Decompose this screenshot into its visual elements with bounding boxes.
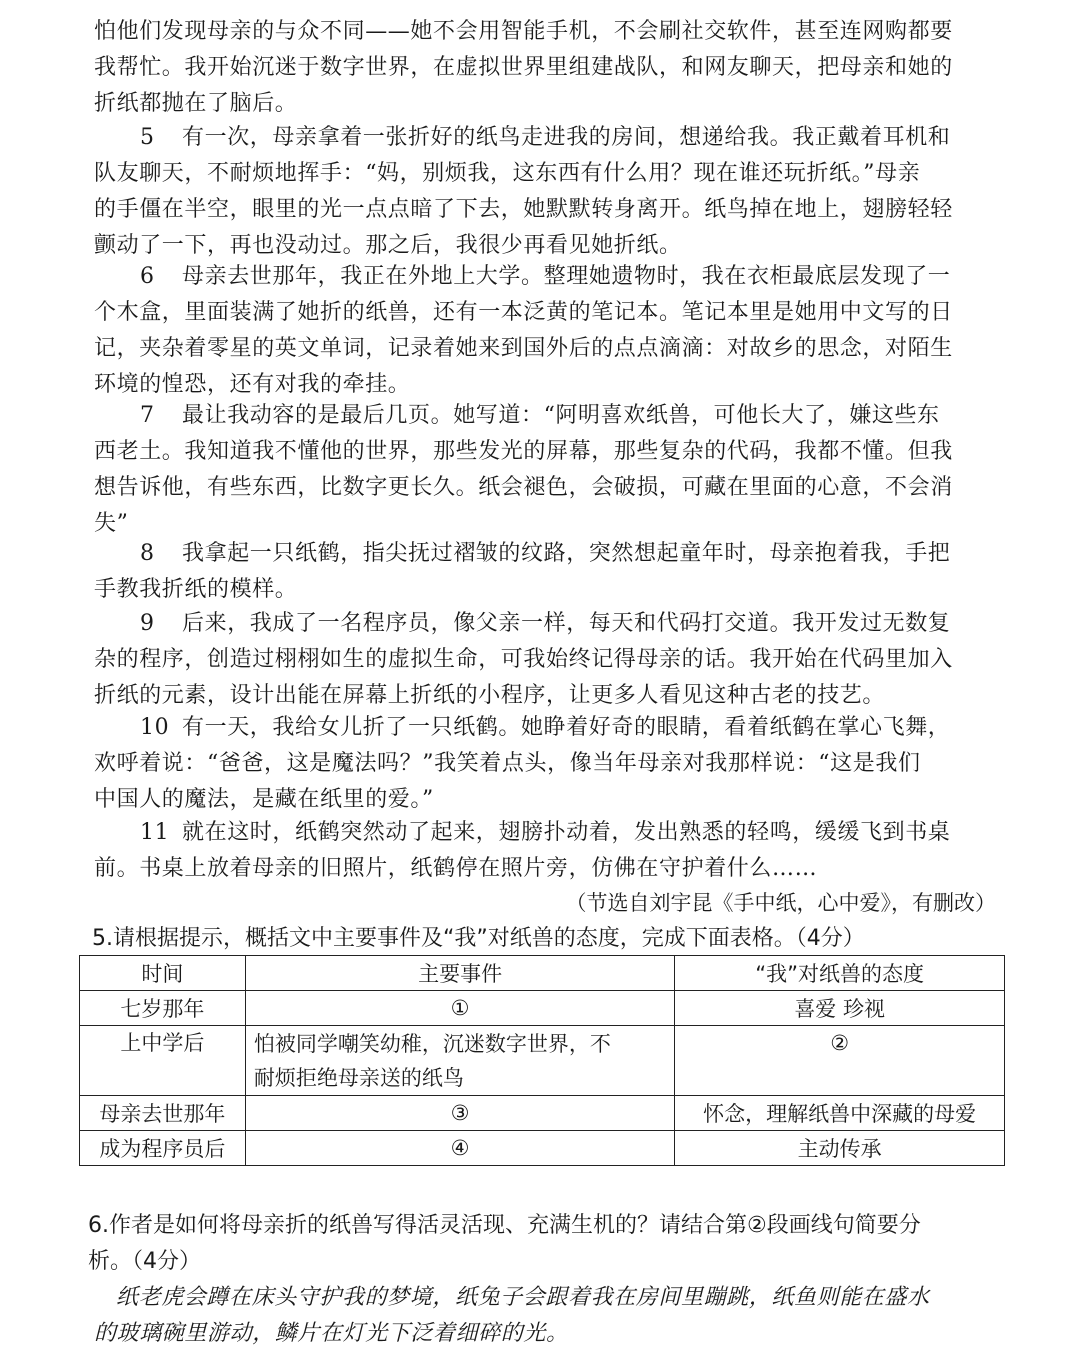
paragraph-11 bbox=[94, 815, 994, 887]
text-line bbox=[94, 606, 994, 642]
text-line bbox=[94, 536, 994, 572]
paragraph-number: 7 bbox=[140, 403, 155, 428]
text-line: 的手僵在半空，眼里的光一点点暗了下去，她默默转身离开。纸鸟掉在地上，翅膀轻轻 bbox=[94, 197, 953, 222]
text-line: 想告诉他，有些东西，比数字更长久。纸会褪色，会破损，可藏在里面的心意，不会消 bbox=[94, 475, 953, 500]
text-line bbox=[94, 815, 994, 851]
question-6-prompt bbox=[88, 1208, 1008, 1280]
text-line: 杂的程序，创造过栩栩如生的虚拟生命，可我始终记得母亲的话。我开始在代码里加入 bbox=[94, 647, 953, 672]
text-line: 6.作者是如何将母亲折的纸兽写得活灵活现、充满生机的？请结合第②段画线句简要分 bbox=[88, 1213, 921, 1238]
cell-event-line: 怕被同学嘲笑幼稚，沉迷数字世界，不 bbox=[253, 1031, 611, 1056]
text-line: 怕他们发现母亲的与众不同——她不会用智能手机，不会刷社交软件，甚至连网购都要 bbox=[94, 19, 953, 44]
text-line bbox=[94, 398, 994, 434]
cell-time: 母亲去世那年 bbox=[80, 1096, 246, 1131]
text-line: 前。书桌上放着母亲的旧照片，纸鹤停在照片旁，仿佛在守护着什么…… bbox=[94, 856, 818, 881]
text-line: 析。（4分） bbox=[88, 1249, 201, 1274]
cell-attitude: 主动传承 bbox=[675, 1131, 1005, 1166]
text-line: 手教我折纸的模样。 bbox=[94, 577, 298, 602]
paragraph-8 bbox=[94, 536, 994, 608]
cell-event-blank[interactable]: ③ bbox=[245, 1096, 675, 1131]
text-line: 的玻璃碗里游动，鳞片在灯光下泛着细碎的光。 bbox=[94, 1321, 569, 1346]
text-line bbox=[94, 259, 994, 295]
paragraph-number: 9 bbox=[140, 611, 155, 636]
paragraph-10 bbox=[94, 710, 994, 818]
cell-event-blank[interactable]: ① bbox=[245, 991, 675, 1026]
question-5-prompt: 5.请根据提示，概括文中主要事件及“我”对纸兽的态度，完成下面表格。（4分） bbox=[92, 926, 865, 951]
cell-attitude: 喜爱 珍视 bbox=[675, 991, 1005, 1026]
text-line-body: 后来，我成了一名程序员，像父亲一样，每天和代码打交道。我开发过无数复 bbox=[182, 611, 951, 636]
text-line: 欢呼着说：“爸爸，这是魔法吗？”我笑着点头，像当年母亲对我那样说：“这是我们 bbox=[94, 751, 921, 776]
cell-event-line: 耐烦拒绝母亲送的纸鸟 bbox=[253, 1065, 464, 1090]
source-citation: （节选自刘宇昆《手中纸，心中爱》，有删改） bbox=[565, 891, 996, 915]
text-line: 队友聊天，不耐烦地挥手：“妈，别烦我，这东西有什么用？现在谁还玩折纸。”母亲 bbox=[94, 161, 921, 186]
events-table bbox=[79, 955, 1005, 1166]
cell-time: 上中学后 bbox=[80, 1026, 246, 1096]
text-line-body: 有一次，母亲拿着一张折好的纸鸟走进我的房间，想递给我。我正戴着耳机和 bbox=[182, 125, 951, 150]
paragraph-7 bbox=[94, 398, 994, 542]
header-time: 时间 bbox=[80, 956, 246, 991]
text-line: 西老土。我知道我不懂他的世界，那些发光的屏幕，那些复杂的代码，我都不懂。但我 bbox=[94, 439, 953, 464]
paragraph-6 bbox=[94, 259, 994, 403]
table-row bbox=[80, 1131, 1005, 1166]
table-header-row bbox=[80, 956, 1005, 991]
paragraph-9 bbox=[94, 606, 994, 714]
header-attitude: “我”对纸兽的态度 bbox=[675, 956, 1005, 991]
text-line: 环境的惶恐，还有对我的牵挂。 bbox=[94, 372, 411, 397]
text-line-body: 母亲去世那年，我正在外地上大学。整理她遗物时，我在衣柜最底层发现了一 bbox=[182, 264, 951, 289]
underlined-sentence-quote bbox=[94, 1280, 1004, 1352]
paragraph-number: 5 bbox=[140, 125, 155, 150]
header-event: 主要事件 bbox=[245, 956, 675, 991]
text-line-body: 就在这时，纸鹤突然动了起来，翅膀扑动着，发出熟悉的轻鸣，缓缓飞到书桌 bbox=[182, 820, 951, 845]
text-line bbox=[94, 710, 994, 746]
cell-attitude-blank[interactable]: ② bbox=[675, 1026, 1005, 1096]
table-row bbox=[80, 1026, 1005, 1096]
paragraph-number: 6 bbox=[140, 264, 155, 289]
cell-attitude: 怀念，理解纸兽中深藏的母爱 bbox=[675, 1096, 1005, 1131]
text-line: 纸老虎会蹲在床头守护我的梦境，纸兔子会跟着我在房间里蹦跳，纸鱼则能在盛水 bbox=[116, 1285, 930, 1310]
cell-time: 七岁那年 bbox=[80, 991, 246, 1026]
cell-time: 成为程序员后 bbox=[80, 1131, 246, 1166]
text-line: 颤动了一下，再也没动过。那之后，我很少再看见她折纸。 bbox=[94, 233, 682, 258]
paragraph-number: 8 bbox=[140, 541, 155, 566]
text-line: 折纸都抛在了脑后。 bbox=[94, 91, 298, 116]
paragraph-number: 10 bbox=[140, 715, 170, 740]
text-line-body: 最让我动容的是最后几页。她写道：“阿明喜欢纸兽，可他长大了，嫌这些东 bbox=[182, 403, 940, 428]
text-line: 个木盒，里面装满了她折的纸兽，还有一本泛黄的笔记本。笔记本里是她用中文写的日 bbox=[94, 300, 953, 325]
text-line-body: 我拿起一只纸鹤，指尖抚过褶皱的纹路，突然想起童年时，母亲抱着我，手把 bbox=[182, 541, 951, 566]
text-line: 折纸的元素，设计出能在屏幕上折纸的小程序，让更多人看见这种古老的技艺。 bbox=[94, 683, 886, 708]
paragraph-4-continuation bbox=[94, 14, 994, 122]
text-line: 中国人的魔法，是藏在纸里的爱。” bbox=[94, 787, 434, 812]
cell-event bbox=[245, 1026, 675, 1096]
table-row bbox=[80, 991, 1005, 1026]
table-row bbox=[80, 1096, 1005, 1131]
cell-event-blank[interactable]: ④ bbox=[245, 1131, 675, 1166]
text-line: 记，夹杂着零星的英文单词，记录着她来到国外后的点点滴滴：对故乡的思念，对陌生 bbox=[94, 336, 953, 361]
paragraph-number: 11 bbox=[140, 820, 170, 845]
text-line-body: 有一天，我给女儿折了一只纸鹤。她睁着好奇的眼睛，看着纸鹤在掌心飞舞， bbox=[182, 715, 951, 740]
paragraph-5 bbox=[94, 120, 994, 264]
text-line: 我帮忙。我开始沉迷于数字世界，在虚拟世界里组建战队，和网友聊天，把母亲和她的 bbox=[94, 55, 953, 80]
text-line bbox=[94, 120, 994, 156]
text-line: 失” bbox=[94, 511, 129, 536]
